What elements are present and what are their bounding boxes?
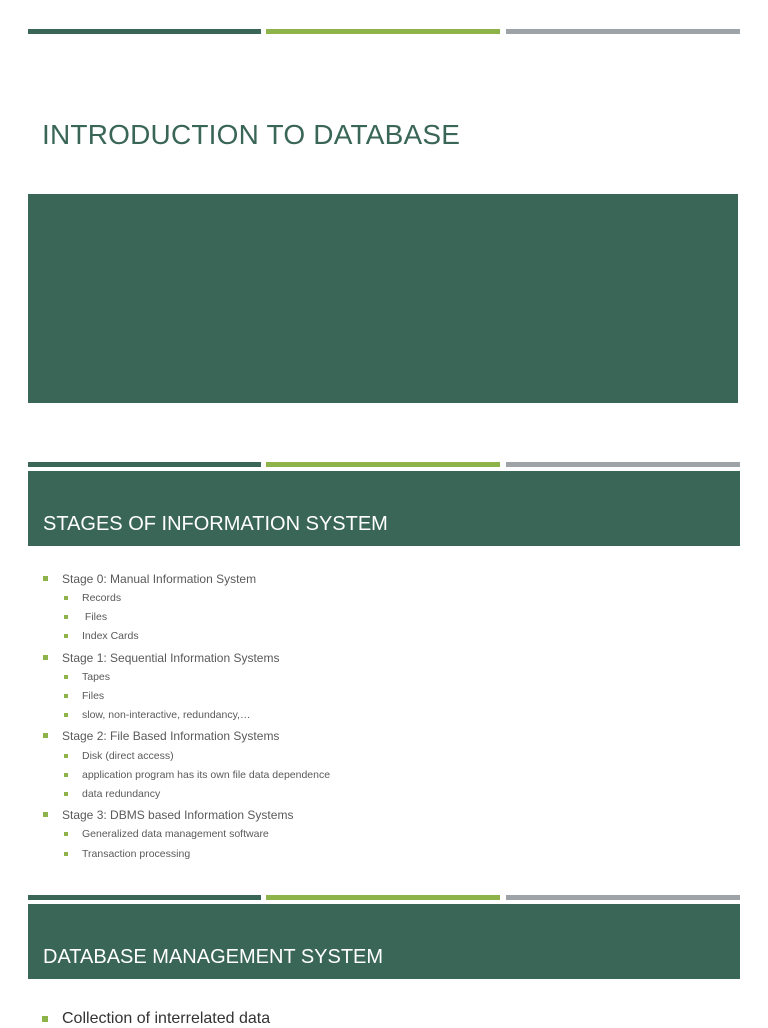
bullet-square-icon <box>43 733 48 738</box>
accent-rule-gray <box>506 462 740 467</box>
bullet-square-icon <box>64 832 68 836</box>
slide-title: STAGES OF INFORMATION SYSTEM <box>43 513 388 535</box>
bullet-square-icon <box>43 812 48 817</box>
accent-rule-dark <box>28 895 261 900</box>
accent-rule-dark <box>28 462 261 467</box>
list-item: Stage 3: DBMS based Information Systems <box>62 809 293 821</box>
bullet-square-icon <box>64 792 68 796</box>
header-band <box>28 471 740 546</box>
list-item: slow, non-interactive, redundancy,… <box>82 710 250 721</box>
bullet-square-icon <box>43 576 48 581</box>
list-item: Stage 1: Sequential Information Systems <box>62 652 279 664</box>
accent-rule-light <box>266 895 500 900</box>
accent-rule-light <box>266 29 500 34</box>
bullet-square-icon <box>64 713 68 717</box>
bullet-square-icon <box>64 694 68 698</box>
list-item: Files <box>82 691 104 702</box>
bullet-square-icon <box>42 1016 48 1022</box>
bullet-square-icon <box>64 615 68 619</box>
bullet-square-icon <box>64 773 68 777</box>
header-band <box>28 904 740 979</box>
bullet-square-icon <box>43 655 48 660</box>
list-item: Files <box>82 612 107 623</box>
bullet-square-icon <box>64 852 68 856</box>
list-item: Records <box>82 593 121 604</box>
slide-title: INTRODUCTION TO DATABASE <box>42 119 461 150</box>
list-item: Collection of interrelated data <box>62 1010 270 1028</box>
slide-title: DATABASE MANAGEMENT SYSTEM <box>43 946 384 968</box>
list-item: Index Cards <box>82 631 139 642</box>
bullet-square-icon <box>64 596 68 600</box>
bullet-square-icon <box>64 634 68 638</box>
list-item: application program has its own file data dependence <box>82 770 330 781</box>
accent-rule-dark <box>28 29 261 34</box>
accent-rule-light <box>266 462 500 467</box>
bullet-square-icon <box>64 754 68 758</box>
list-item: Tapes <box>82 672 110 683</box>
accent-rule-gray <box>506 895 740 900</box>
list-item: Transaction processing <box>82 849 190 860</box>
bullet-square-icon <box>64 675 68 679</box>
list-item: Stage 2: File Based Information Systems <box>62 730 279 742</box>
accent-rule-gray <box>506 29 740 34</box>
list-item: data redundancy <box>82 789 160 800</box>
list-item: Stage 0: Manual Information System <box>62 573 256 585</box>
title-panel <box>28 194 738 403</box>
list-item: Generalized data management software <box>82 829 269 840</box>
list-item: Disk (direct access) <box>82 751 174 762</box>
